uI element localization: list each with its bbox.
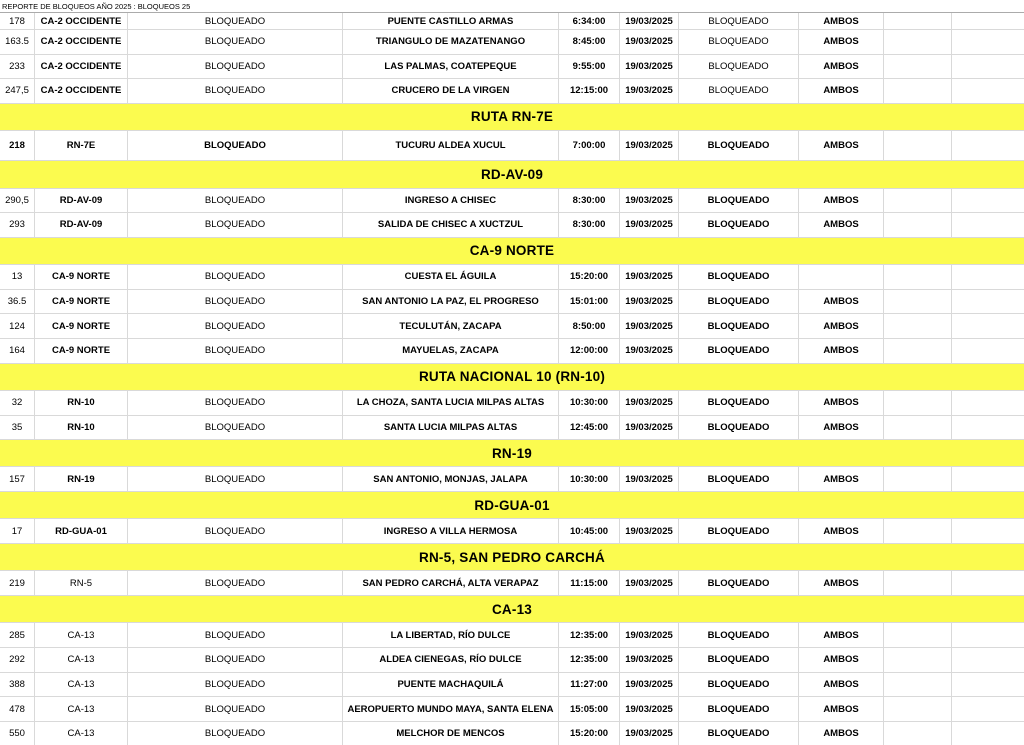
cell-punto[interactable]: ALDEA CIENEGAS, RÍO DULCE <box>343 648 559 672</box>
cell-estado2[interactable]: BLOQUEADO <box>679 697 799 721</box>
cell-x2[interactable] <box>952 55 1024 79</box>
section-header-row[interactable] <box>0 440 1024 467</box>
cell-km[interactable]: 247,5 <box>0 79 35 103</box>
cell-x1[interactable] <box>884 391 952 415</box>
cell-x1[interactable] <box>884 131 952 160</box>
cell-estado[interactable]: BLOQUEADO <box>128 131 343 160</box>
cell-x2[interactable] <box>952 213 1024 237</box>
cell-punto[interactable]: CRUCERO DE LA VIRGEN <box>343 79 559 103</box>
section-header-row[interactable] <box>0 492 1024 519</box>
cell-hora[interactable]: 12:35:00 <box>559 648 620 672</box>
cell-hora[interactable]: 8:30:00 <box>559 213 620 237</box>
cell-hora[interactable]: 12:35:00 <box>559 623 620 647</box>
table-row <box>0 30 1024 55</box>
cell-sentido[interactable]: AMBOS <box>799 416 884 440</box>
cell-estado2[interactable]: BLOQUEADO <box>679 673 799 697</box>
table-row <box>0 623 1024 648</box>
cell-fecha[interactable]: 19/03/2025 <box>620 697 679 721</box>
cell-x1[interactable] <box>884 189 952 213</box>
cell-ruta[interactable]: RN-10 <box>35 416 128 440</box>
section-header-label: CA-9 NORTE <box>469 243 555 259</box>
cell-ruta[interactable]: CA-2 OCCIDENTE <box>35 79 128 103</box>
table-row <box>0 648 1024 673</box>
cell-ruta[interactable]: CA-13 <box>35 648 128 672</box>
table-row <box>0 189 1024 214</box>
table-row <box>0 571 1024 596</box>
cell-km[interactable]: 178 <box>0 13 35 29</box>
cell-estado[interactable]: BLOQUEADO <box>128 648 343 672</box>
cell-km[interactable]: 388 <box>0 673 35 697</box>
cell-x1[interactable] <box>884 416 952 440</box>
cell-punto[interactable]: LA LIBERTAD, RÍO DULCE <box>343 623 559 647</box>
cell-sentido[interactable]: AMBOS <box>799 314 884 338</box>
cell-x2[interactable] <box>952 314 1024 338</box>
cell-sentido[interactable]: AMBOS <box>799 30 884 54</box>
cell-ruta[interactable]: CA-9 NORTE <box>35 314 128 338</box>
cell-x1[interactable] <box>884 722 952 745</box>
cell-km[interactable]: 292 <box>0 648 35 672</box>
cell-punto[interactable]: PUENTE MACHAQUILÁ <box>343 673 559 697</box>
cell-fecha[interactable]: 19/03/2025 <box>620 13 679 29</box>
cell-estado[interactable]: BLOQUEADO <box>128 467 343 491</box>
cell-fecha[interactable]: 19/03/2025 <box>620 131 679 160</box>
section-header-row[interactable] <box>0 104 1024 131</box>
cell-punto[interactable]: SALIDA DE CHISEC A XUCTZUL <box>343 213 559 237</box>
cell-x1[interactable] <box>884 213 952 237</box>
cell-punto[interactable]: INGRESO A VILLA HERMOSA <box>343 519 559 543</box>
cell-punto[interactable]: LAS PALMAS, COATEPEQUE <box>343 55 559 79</box>
cell-ruta[interactable]: RD-GUA-01 <box>35 519 128 543</box>
cell-ruta[interactable]: CA-9 NORTE <box>35 290 128 314</box>
cell-km[interactable]: 285 <box>0 623 35 647</box>
cell-km[interactable]: 17 <box>0 519 35 543</box>
cell-sentido[interactable] <box>799 265 884 289</box>
cell-estado[interactable]: BLOQUEADO <box>128 416 343 440</box>
cell-km[interactable]: 293 <box>0 213 35 237</box>
cell-x2[interactable] <box>952 519 1024 543</box>
table-row <box>0 213 1024 238</box>
cell-hora[interactable]: 10:30:00 <box>559 391 620 415</box>
section-header-label: RN-19 <box>491 445 532 461</box>
cell-estado[interactable]: BLOQUEADO <box>128 314 343 338</box>
table-row <box>0 79 1024 104</box>
table-row <box>0 697 1024 722</box>
cell-fecha[interactable]: 19/03/2025 <box>620 519 679 543</box>
cell-estado[interactable]: BLOQUEADO <box>128 519 343 543</box>
cell-estado2[interactable]: BLOQUEADO <box>679 339 799 363</box>
cell-estado2[interactable]: BLOQUEADO <box>679 290 799 314</box>
cell-estado[interactable]: BLOQUEADO <box>128 55 343 79</box>
cell-hora[interactable]: 11:15:00 <box>559 571 620 595</box>
table-row <box>0 519 1024 544</box>
cell-estado[interactable]: BLOQUEADO <box>128 673 343 697</box>
cell-estado[interactable]: BLOQUEADO <box>128 79 343 103</box>
cell-x2[interactable] <box>952 391 1024 415</box>
cell-km[interactable]: 164 <box>0 339 35 363</box>
cell-x2[interactable] <box>952 265 1024 289</box>
cell-fecha[interactable]: 19/03/2025 <box>620 189 679 213</box>
table-row <box>0 13 1024 30</box>
cell-estado2[interactable]: BLOQUEADO <box>679 189 799 213</box>
cell-fecha[interactable]: 19/03/2025 <box>620 79 679 103</box>
cell-punto[interactable]: MELCHOR DE MENCOS <box>343 722 559 745</box>
cell-x2[interactable] <box>952 571 1024 595</box>
cell-punto[interactable]: AEROPUERTO MUNDO MAYA, SANTA ELENA <box>343 697 559 721</box>
cell-estado2[interactable]: BLOQUEADO <box>679 30 799 54</box>
cell-ruta[interactable]: CA-2 OCCIDENTE <box>35 30 128 54</box>
cell-fecha[interactable]: 19/03/2025 <box>620 673 679 697</box>
cell-fecha[interactable]: 19/03/2025 <box>620 648 679 672</box>
cell-x2[interactable] <box>952 131 1024 160</box>
cell-hora[interactable]: 11:27:00 <box>559 673 620 697</box>
section-header-label: RN-5, SAN PEDRO CARCHÁ <box>419 549 605 565</box>
cell-km[interactable]: 218 <box>0 131 35 160</box>
cell-estado2[interactable]: BLOQUEADO <box>679 265 799 289</box>
cell-punto[interactable]: TRIANGULO DE MAZATENANGO <box>343 30 559 54</box>
cell-x1[interactable] <box>884 13 952 29</box>
cell-punto[interactable]: MAYUELAS, ZACAPA <box>343 339 559 363</box>
cell-km[interactable]: 233 <box>0 55 35 79</box>
section-header-row[interactable] <box>0 364 1024 391</box>
cell-estado[interactable]: BLOQUEADO <box>128 697 343 721</box>
cell-ruta[interactable]: CA-2 OCCIDENTE <box>35 55 128 79</box>
cell-x1[interactable] <box>884 623 952 647</box>
cell-estado2[interactable]: BLOQUEADO <box>679 467 799 491</box>
cell-x2[interactable] <box>952 416 1024 440</box>
cell-punto[interactable]: SAN ANTONIO LA PAZ, EL PROGRESO <box>343 290 559 314</box>
cell-ruta[interactable]: RN-7E <box>35 131 128 160</box>
table-row <box>0 673 1024 698</box>
cell-punto[interactable]: PUENTE CASTILLO ARMAS <box>343 13 559 29</box>
cell-ruta[interactable]: RN-19 <box>35 467 128 491</box>
cell-x2[interactable] <box>952 290 1024 314</box>
cell-x2[interactable] <box>952 79 1024 103</box>
cell-hora[interactable]: 12:15:00 <box>559 79 620 103</box>
cell-hora[interactable]: 8:30:00 <box>559 189 620 213</box>
cell-hora[interactable]: 8:50:00 <box>559 314 620 338</box>
cell-x1[interactable] <box>884 571 952 595</box>
cell-estado2[interactable]: BLOQUEADO <box>679 623 799 647</box>
cell-ruta[interactable]: CA-13 <box>35 623 128 647</box>
cell-estado2[interactable]: BLOQUEADO <box>679 79 799 103</box>
cell-x1[interactable] <box>884 648 952 672</box>
section-header-label: RD-GUA-01 <box>474 497 550 513</box>
cell-estado2[interactable]: BLOQUEADO <box>679 416 799 440</box>
section-header-label: CA-13 <box>491 601 532 617</box>
cell-fecha[interactable]: 19/03/2025 <box>620 571 679 595</box>
cell-sentido[interactable]: AMBOS <box>799 79 884 103</box>
cell-ruta[interactable]: CA-2 OCCIDENTE <box>35 13 128 29</box>
cell-fecha[interactable]: 19/03/2025 <box>620 290 679 314</box>
cell-fecha[interactable]: 19/03/2025 <box>620 467 679 491</box>
table-row <box>0 265 1024 290</box>
cell-x2[interactable] <box>952 467 1024 491</box>
cell-ruta[interactable]: CA-13 <box>35 673 128 697</box>
cell-estado2[interactable]: BLOQUEADO <box>679 391 799 415</box>
cell-sentido[interactable]: AMBOS <box>799 213 884 237</box>
cell-fecha[interactable]: 19/03/2025 <box>620 265 679 289</box>
cell-estado2[interactable]: BLOQUEADO <box>679 314 799 338</box>
cell-fecha[interactable]: 19/03/2025 <box>620 213 679 237</box>
cell-punto[interactable]: LA CHOZA, SANTA LUCIA MILPAS ALTAS <box>343 391 559 415</box>
cell-punto[interactable]: INGRESO A CHISEC <box>343 189 559 213</box>
cell-x1[interactable] <box>884 79 952 103</box>
cell-ruta[interactable]: RN-10 <box>35 391 128 415</box>
cell-estado[interactable]: BLOQUEADO <box>128 623 343 647</box>
cell-sentido[interactable]: AMBOS <box>799 391 884 415</box>
cell-sentido[interactable]: AMBOS <box>799 673 884 697</box>
cell-x1[interactable] <box>884 30 952 54</box>
cell-estado2[interactable]: BLOQUEADO <box>679 213 799 237</box>
cell-estado[interactable]: BLOQUEADO <box>128 391 343 415</box>
cell-sentido[interactable]: AMBOS <box>799 722 884 745</box>
cell-hora[interactable]: 15:20:00 <box>559 722 620 745</box>
cell-estado2[interactable]: BLOQUEADO <box>679 13 799 29</box>
cell-x2[interactable] <box>952 189 1024 213</box>
cell-fecha[interactable]: 19/03/2025 <box>620 416 679 440</box>
table-row <box>0 722 1024 745</box>
cell-km[interactable]: 32 <box>0 391 35 415</box>
cell-punto[interactable]: SANTA LUCIA MILPAS ALTAS <box>343 416 559 440</box>
cell-km[interactable]: 13 <box>0 265 35 289</box>
cell-sentido[interactable]: AMBOS <box>799 290 884 314</box>
cell-fecha[interactable]: 19/03/2025 <box>620 391 679 415</box>
cell-x2[interactable] <box>952 623 1024 647</box>
cell-estado2[interactable]: BLOQUEADO <box>679 722 799 745</box>
cell-hora[interactable]: 8:45:00 <box>559 30 620 54</box>
cell-x2[interactable] <box>952 30 1024 54</box>
cell-estado[interactable]: BLOQUEADO <box>128 339 343 363</box>
cell-estado2[interactable]: BLOQUEADO <box>679 131 799 160</box>
cell-sentido[interactable]: AMBOS <box>799 339 884 363</box>
cell-ruta[interactable]: RD-AV-09 <box>35 189 128 213</box>
cell-estado[interactable]: BLOQUEADO <box>128 290 343 314</box>
cell-estado2[interactable]: BLOQUEADO <box>679 519 799 543</box>
cell-x1[interactable] <box>884 467 952 491</box>
cell-ruta[interactable]: CA-9 NORTE <box>35 339 128 363</box>
cell-estado2[interactable]: BLOQUEADO <box>679 571 799 595</box>
cell-sentido[interactable]: AMBOS <box>799 571 884 595</box>
cell-km[interactable]: 163.5 <box>0 30 35 54</box>
cell-sentido[interactable]: AMBOS <box>799 55 884 79</box>
section-header-row[interactable] <box>0 238 1024 265</box>
section-header-row[interactable] <box>0 544 1024 571</box>
cell-estado[interactable]: BLOQUEADO <box>128 13 343 29</box>
blockade-table <box>0 13 1024 745</box>
cell-hora[interactable]: 15:01:00 <box>559 290 620 314</box>
cell-punto[interactable]: SAN PEDRO CARCHÁ, ALTA VERAPAZ <box>343 571 559 595</box>
cell-punto[interactable]: TUCURU ALDEA XUCUL <box>343 131 559 160</box>
report-title: REPORTE DE BLOQUEOS AÑO 2025 : BLOQUEOS 25 <box>0 0 1024 13</box>
cell-estado[interactable]: BLOQUEADO <box>128 189 343 213</box>
cell-x1[interactable] <box>884 519 952 543</box>
cell-estado[interactable]: BLOQUEADO <box>128 265 343 289</box>
cell-sentido[interactable]: AMBOS <box>799 697 884 721</box>
cell-ruta[interactable]: CA-9 NORTE <box>35 265 128 289</box>
section-header-row[interactable] <box>0 161 1024 188</box>
cell-estado[interactable]: BLOQUEADO <box>128 722 343 745</box>
cell-ruta[interactable]: CA-13 <box>35 722 128 745</box>
cell-hora[interactable]: 7:00:00 <box>559 131 620 160</box>
cell-hora[interactable]: 10:45:00 <box>559 519 620 543</box>
cell-x1[interactable] <box>884 265 952 289</box>
table-row <box>0 416 1024 441</box>
cell-fecha[interactable]: 19/03/2025 <box>620 314 679 338</box>
cell-punto[interactable]: SAN ANTONIO, MONJAS, JALAPA <box>343 467 559 491</box>
cell-sentido[interactable]: AMBOS <box>799 519 884 543</box>
cell-estado[interactable]: BLOQUEADO <box>128 30 343 54</box>
cell-km[interactable]: 478 <box>0 697 35 721</box>
section-header-label: RUTA RN-7E <box>470 109 554 125</box>
cell-x1[interactable] <box>884 314 952 338</box>
cell-km[interactable]: 550 <box>0 722 35 745</box>
table-row <box>0 290 1024 315</box>
cell-estado2[interactable]: BLOQUEADO <box>679 648 799 672</box>
cell-sentido[interactable]: AMBOS <box>799 648 884 672</box>
cell-x2[interactable] <box>952 13 1024 29</box>
cell-x1[interactable] <box>884 55 952 79</box>
cell-x2[interactable] <box>952 697 1024 721</box>
cell-hora[interactable]: 9:55:00 <box>559 55 620 79</box>
cell-hora[interactable]: 15:05:00 <box>559 697 620 721</box>
cell-km[interactable]: 219 <box>0 571 35 595</box>
table-row <box>0 55 1024 80</box>
cell-estado[interactable]: BLOQUEADO <box>128 571 343 595</box>
cell-km[interactable]: 35 <box>0 416 35 440</box>
cell-fecha[interactable]: 19/03/2025 <box>620 623 679 647</box>
table-row <box>0 131 1024 161</box>
cell-km[interactable]: 124 <box>0 314 35 338</box>
cell-ruta[interactable]: RN-5 <box>35 571 128 595</box>
cell-fecha[interactable]: 19/03/2025 <box>620 55 679 79</box>
cell-x1[interactable] <box>884 290 952 314</box>
cell-x2[interactable] <box>952 673 1024 697</box>
cell-hora[interactable]: 6:34:00 <box>559 13 620 29</box>
cell-hora[interactable]: 10:30:00 <box>559 467 620 491</box>
cell-fecha[interactable]: 19/03/2025 <box>620 30 679 54</box>
table-row <box>0 314 1024 339</box>
cell-km[interactable]: 290,5 <box>0 189 35 213</box>
cell-km[interactable]: 36.5 <box>0 290 35 314</box>
cell-fecha[interactable]: 19/03/2025 <box>620 339 679 363</box>
cell-fecha[interactable]: 19/03/2025 <box>620 722 679 745</box>
table-row <box>0 467 1024 492</box>
cell-hora[interactable]: 15:20:00 <box>559 265 620 289</box>
cell-x1[interactable] <box>884 339 952 363</box>
cell-estado2[interactable]: BLOQUEADO <box>679 55 799 79</box>
cell-ruta[interactable]: CA-13 <box>35 697 128 721</box>
cell-km[interactable]: 157 <box>0 467 35 491</box>
cell-estado[interactable]: BLOQUEADO <box>128 213 343 237</box>
cell-x2[interactable] <box>952 648 1024 672</box>
cell-sentido[interactable]: AMBOS <box>799 131 884 160</box>
cell-x1[interactable] <box>884 673 952 697</box>
cell-hora[interactable]: 12:45:00 <box>559 416 620 440</box>
table-row <box>0 391 1024 416</box>
cell-sentido[interactable]: AMBOS <box>799 623 884 647</box>
cell-x2[interactable] <box>952 722 1024 745</box>
cell-punto[interactable]: TECULUTÁN, ZACAPA <box>343 314 559 338</box>
cell-punto[interactable]: CUESTA EL ÁGUILA <box>343 265 559 289</box>
cell-sentido[interactable]: AMBOS <box>799 13 884 29</box>
cell-sentido[interactable]: AMBOS <box>799 467 884 491</box>
section-header-label: RD-AV-09 <box>480 166 544 182</box>
cell-ruta[interactable]: RD-AV-09 <box>35 213 128 237</box>
cell-hora[interactable]: 12:00:00 <box>559 339 620 363</box>
cell-x1[interactable] <box>884 697 952 721</box>
cell-x2[interactable] <box>952 339 1024 363</box>
section-header-label: RUTA NACIONAL 10 (RN-10) <box>418 369 606 385</box>
section-header-row[interactable] <box>0 596 1024 623</box>
table-row <box>0 339 1024 364</box>
cell-sentido[interactable]: AMBOS <box>799 189 884 213</box>
